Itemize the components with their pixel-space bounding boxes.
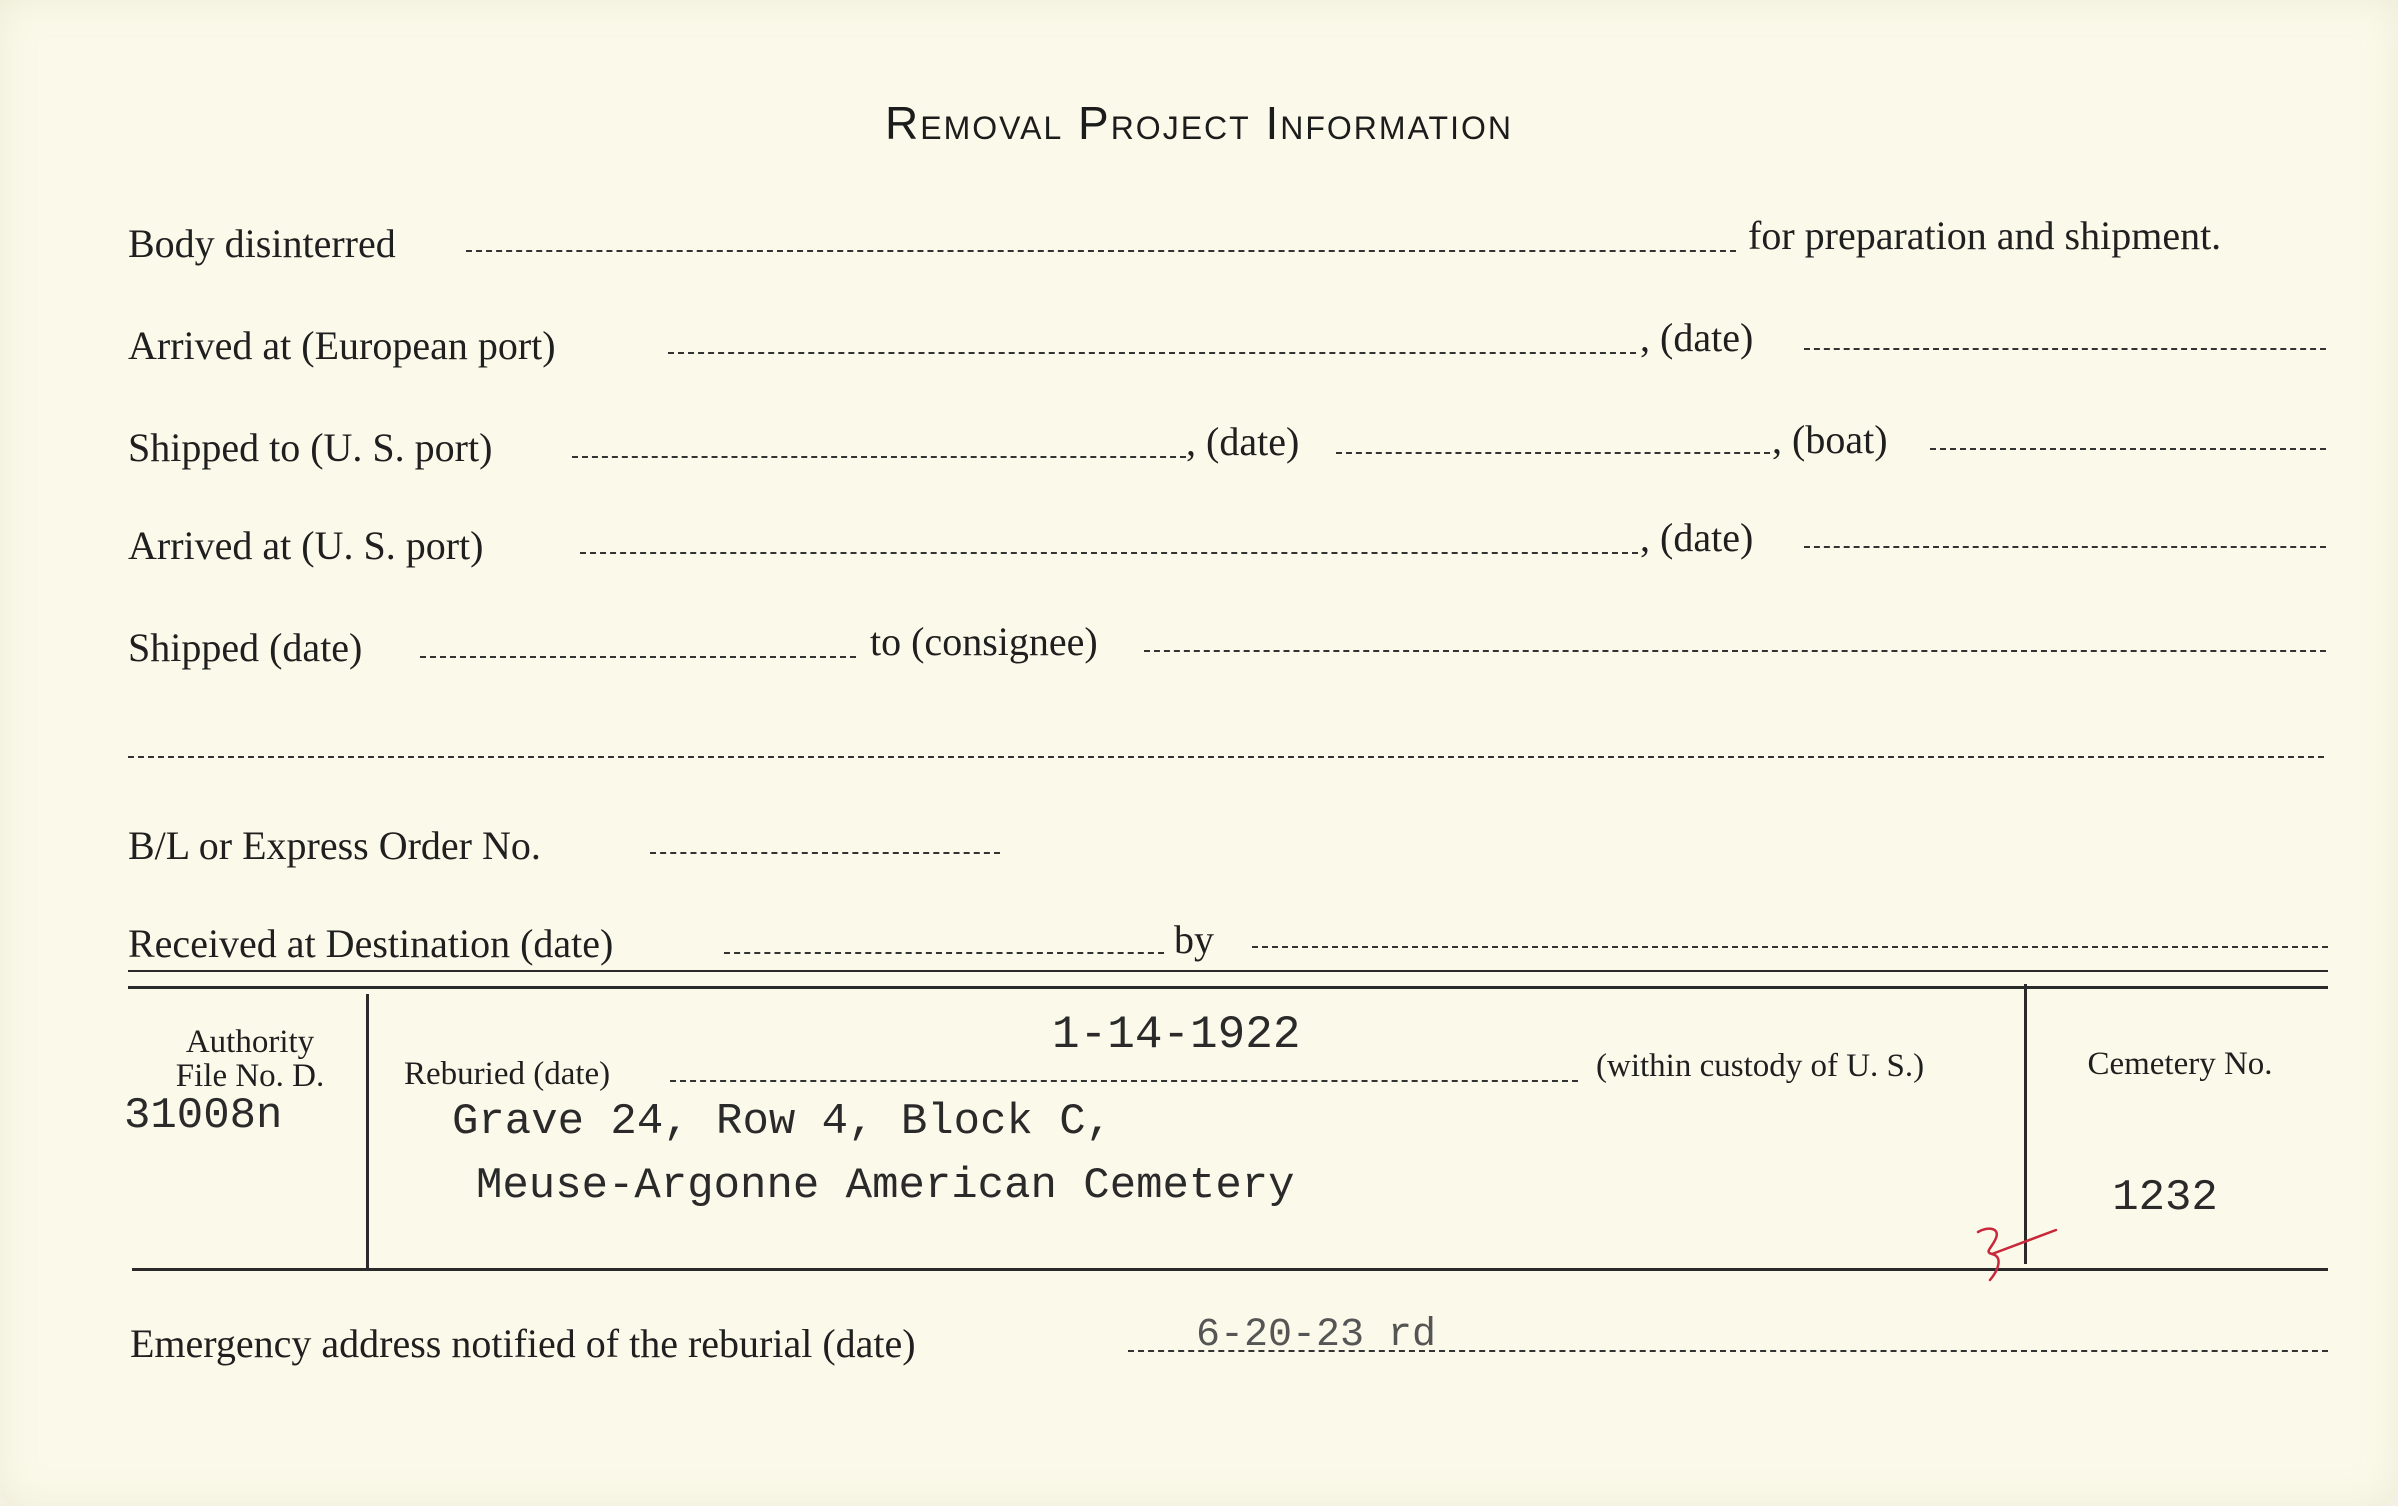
cemetery-name: Meuse-Argonne American Cemetery [476, 1161, 1295, 1211]
received-by-field [1252, 946, 2328, 948]
boat-field [1930, 448, 2326, 450]
reburied-date-field [670, 1080, 1578, 1082]
authority-label: Authority [185, 1024, 315, 1060]
arrived-us-date-field [1804, 546, 2326, 548]
emergency-date: 6-20-23 rd [1196, 1313, 1437, 1358]
grave-location: Grave 24, Row 4, Block C, [452, 1097, 1113, 1147]
file-no-label: File No. D. [175, 1058, 325, 1094]
shipped-date-field [420, 656, 856, 658]
for-preparation-label: for preparation and shipment. [1748, 213, 2222, 258]
box-top-rule-2 [128, 986, 2328, 989]
box-top-rule [128, 970, 2328, 972]
cemetery-no-label: Cemetery No. [2087, 1046, 2273, 1082]
authority-divider [366, 994, 369, 1268]
file-number: 31008n [124, 1091, 283, 1141]
received-destination-label: Received at Destination (date) [128, 921, 614, 966]
european-date-field [1804, 348, 2326, 350]
reburial-date-typed: 1-14-1922 [1052, 1009, 1301, 1061]
shipped-us-date-field [1336, 452, 1770, 454]
shipped-date-row-label: Shipped (date) [128, 625, 363, 670]
to-consignee-label: to (consignee) [870, 619, 1098, 664]
consignee-field [1144, 650, 2326, 652]
emergency-label: Emergency address notified of the reburial (date) [130, 1321, 916, 1366]
european-port-field [668, 352, 1636, 354]
shipped-us-port-field [572, 456, 1186, 458]
boat-label: , (boat) [1772, 417, 1888, 462]
bl-order-field [650, 852, 1000, 854]
body-disinterred-label: Body disinterred [128, 221, 396, 266]
consignee-continuation-field [128, 756, 2324, 758]
arrived-us-date-label: , (date) [1640, 515, 1754, 560]
arrived-us-port-label: Arrived at (U. S. port) [128, 523, 484, 568]
arrived-european-port-label: Arrived at (European port) [128, 323, 556, 368]
european-date-label: , (date) [1640, 315, 1754, 360]
red-pencil-mark [1970, 1218, 2060, 1288]
received-date-field [724, 952, 1164, 954]
cemetery-number: 1232 [2112, 1173, 2218, 1223]
card-title: Removal Project Information [885, 97, 1513, 149]
reburied-date-label: Reburied (date) [404, 1056, 611, 1092]
shipped-us-port-label: Shipped to (U. S. port) [128, 425, 493, 470]
bl-order-label: B/L or Express Order No. [128, 823, 541, 868]
arrived-us-port-field [580, 552, 1638, 554]
by-label: by [1174, 917, 1214, 962]
body-disinterred-field [466, 250, 1736, 252]
shipped-date-label: , (date) [1186, 419, 1300, 464]
custody-label: (within custody of U. S.) [1596, 1048, 1925, 1084]
